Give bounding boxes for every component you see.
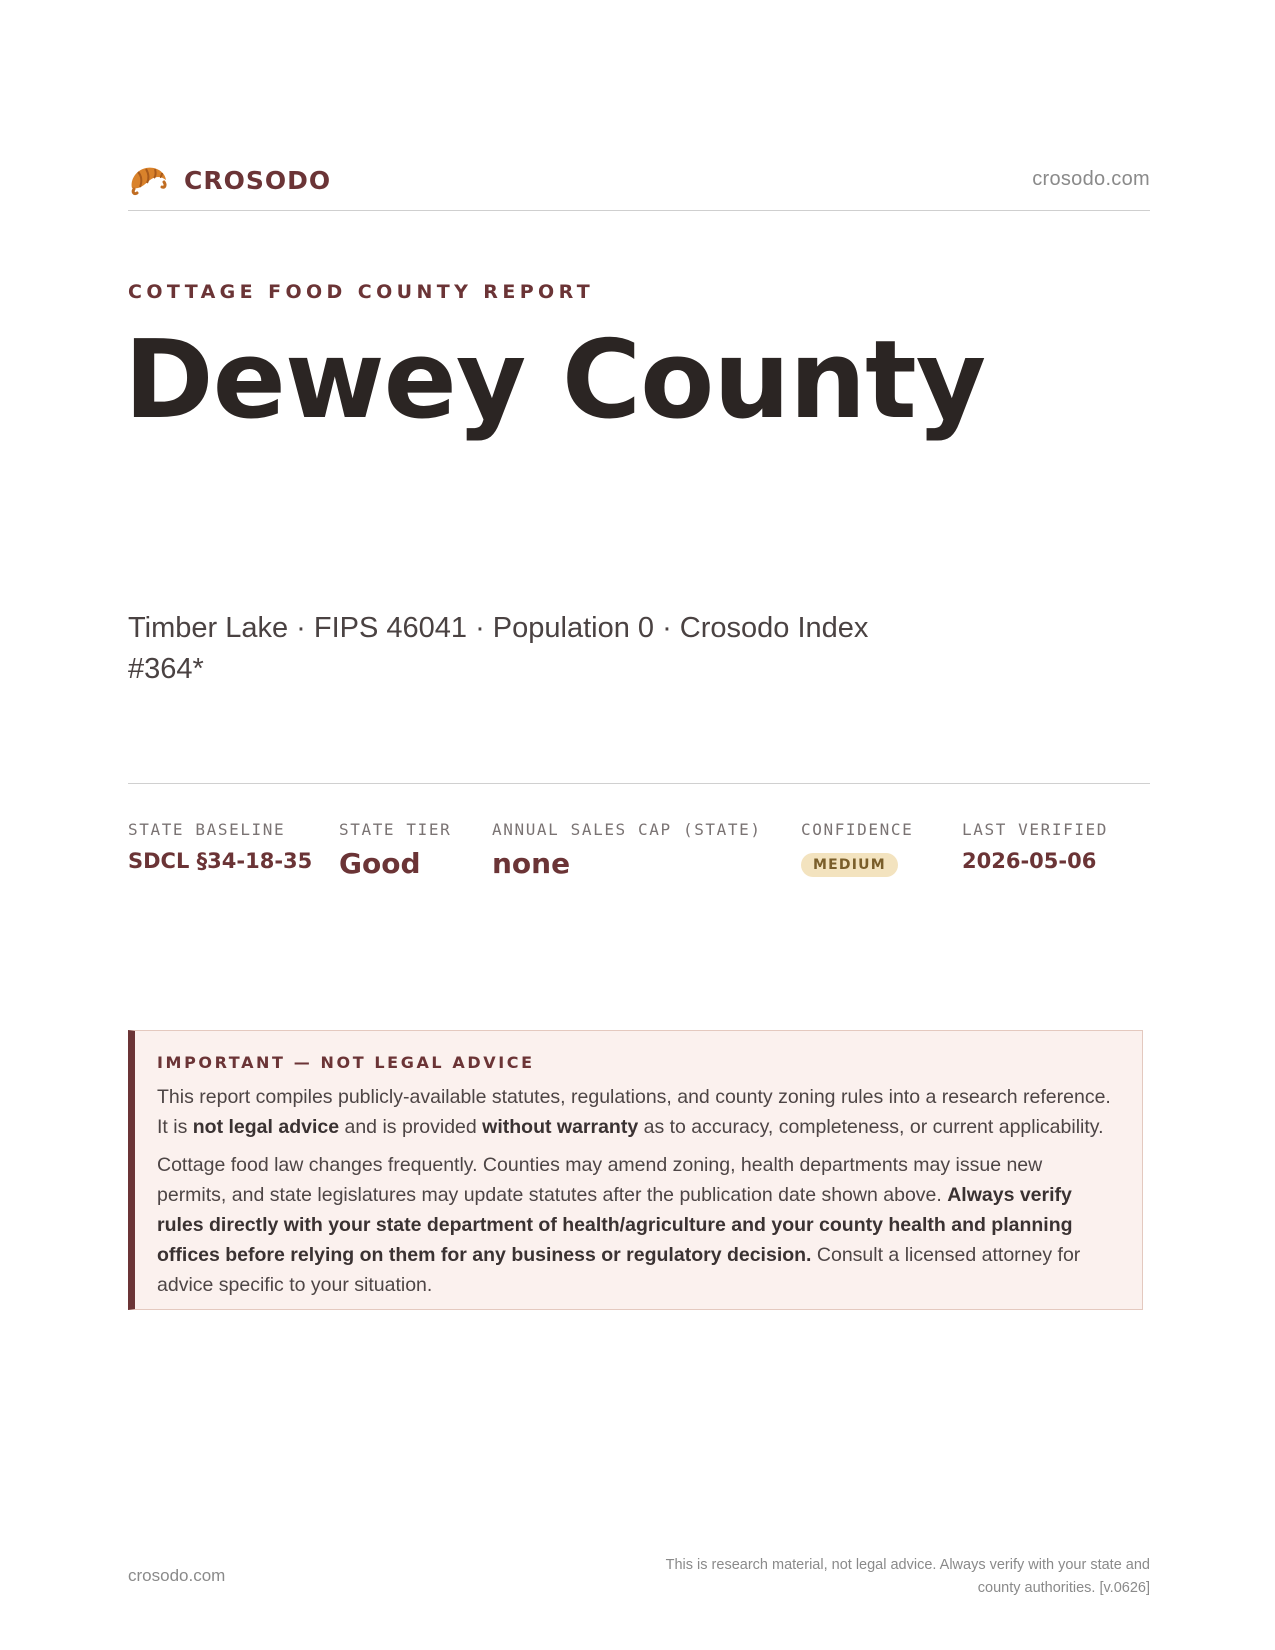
stat-value: none bbox=[492, 847, 571, 880]
site-url-link[interactable]: crosodo.com bbox=[1032, 168, 1150, 190]
report-subtitle: Timber Lake · FIPS 46041 · Population 0 · Crosodo Index #364* bbox=[128, 612, 869, 685]
brand-name: CROSODO bbox=[184, 165, 332, 195]
notice-text: as to accuracy, completeness, or current applicability. bbox=[638, 1116, 1104, 1138]
notice-text: Consult a licensed attorney for advice specific to your situation. bbox=[157, 1244, 1081, 1296]
stat-value: Good bbox=[339, 847, 421, 880]
stat-label: LAST VERIFIED bbox=[962, 820, 1109, 839]
page-header bbox=[128, 158, 1150, 211]
notice-text: and is provided bbox=[339, 1116, 483, 1138]
stat-annual-sales-cap bbox=[492, 820, 762, 880]
stat-value: 2026-05-06 bbox=[962, 849, 1097, 873]
footer-site-url[interactable]: crosodo.com bbox=[128, 1566, 226, 1585]
legal-notice bbox=[128, 1030, 1143, 1310]
stat-state-tier bbox=[339, 820, 451, 880]
stat-label: ANNUAL SALES CAP (STATE) bbox=[492, 820, 762, 839]
brand[interactable] bbox=[128, 162, 331, 198]
stat-confidence bbox=[801, 820, 913, 877]
stats-divider bbox=[128, 783, 1150, 784]
stat-value: SDCL §34-18-35 bbox=[128, 849, 313, 873]
notice-emphasis: not legal advice bbox=[192, 1116, 340, 1138]
notice-emphasis: Always verify rules directly with your state department of health/agriculture and your county health and planning offices before relying on them for any business or regulatory decision. bbox=[157, 1184, 1073, 1266]
confidence-badge: MEDIUM bbox=[801, 853, 898, 877]
notice-paragraph-2 bbox=[157, 1150, 1116, 1300]
notice-text: This report compiles publicly-available statutes, regulations, and county zoning rules into a research reference. It is bbox=[157, 1086, 1111, 1138]
stat-label: STATE TIER bbox=[339, 820, 452, 839]
stat-label: STATE BASELINE bbox=[128, 820, 286, 839]
notice-heading: IMPORTANT — NOT LEGAL ADVICE bbox=[157, 1053, 535, 1072]
footer-disclaimer: This is research material, not legal advice. Always verify with your state and county authorities. [v.0626] bbox=[665, 1557, 1150, 1596]
report-page bbox=[124, 0, 1150, 1650]
notice-emphasis: without warranty bbox=[482, 1116, 639, 1138]
stat-state-baseline bbox=[128, 820, 312, 873]
notice-paragraph-1 bbox=[157, 1082, 1116, 1142]
stat-last-verified bbox=[962, 820, 1108, 873]
report-eyebrow: COTTAGE FOOD COUNTY REPORT bbox=[128, 281, 595, 303]
page-title: Dewey County bbox=[124, 318, 986, 443]
stat-label: CONFIDENCE bbox=[801, 820, 914, 839]
croissant-icon bbox=[128, 162, 168, 198]
notice-text: Cottage food law changes frequently. Counties may amend zoning, health departments may issue new permits, and state legislatures may update statutes after the publication date shown above. bbox=[157, 1154, 1043, 1206]
